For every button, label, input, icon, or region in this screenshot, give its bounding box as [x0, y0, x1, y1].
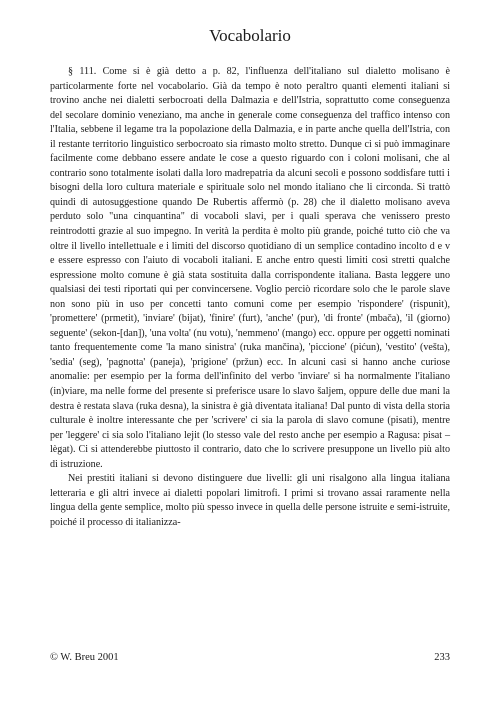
- body-text: [50, 65, 450, 531]
- page-title: Vocabolario: [209, 26, 291, 45]
- paragraph: Nei prestiti italiani si devono distinguere due livelli: gli uni risalgono alla lingua italiana letteraria e gli altri invece ai dialetti popolari limitrofi. I primi si trovano assai raramente nella lingua della gente semplice, molto più spesso invece in quella delle persone istruite e semi-istruite, poiché il processo di italianizza-: [50, 473, 450, 528]
- copyright-notice: © W. Breu 2001: [50, 652, 119, 663]
- paragraph: § 111. Come si è già detto a p. 82, l'influenza dell'italiano sul dialetto molisano è particolarmente forte nel vocabolario. Già da tempo è noto peraltro quanti elementi italiani si trovino anche nei dialetti serbocroati della Dalmazia e dell'Istria, soprattutto come conseguenza del secolare dominio veneziano, ma anche in generale come conseguenza del traffico intenso con l'Italia, sebbene il legame tra la popolazione della Dalmazia, e in parte anche quella dell'Istria, con il restante territorio linguistico serbocroato sia rimasto molto stretto. Dunque ci si può immaginare facilmente come debbano essere andate le cose a questo riguardo con i coloni molisani, che al contrario sono totalmente isolati dalla loro madrepatria da alcuni secoli e possono soddisfare tutti i bisogni della loro cultura materiale e spirituale solo nel mondo italiano che li circonda. Si trattò quindi di autosuggestione quando De Rubertis affermò (p. 28) che il dialetto molisano aveva perduto solo "una cinquantina" di vocaboli slavi, per i quali sperava che venissero presto reintrodotti grazie al suo impegno. In verità la perdita è molto più grande, poiché tutto ciò che va oltre il livello intellettuale e i limiti del discorso quotidiano di un semplice contadino incolto d e v e essere espresso con l'aiuto di vocaboli italiani. E anche entro questi limiti così stretti qualche espressione molto comune è già stata sostituita dalla corrispondente italiana. Basta leggere uno qualsiasi dei testi riportati qui per convincersene. Voglio perciò ricordare solo che le parole slave non sono più in uso per concetti tanto comuni come per esempio 'rispondere' (rispunit), 'promettere' (prmetit), 'inviare' (bijat), 'finire' (furt), 'anche' (pur), 'di fronte' (mbača), 'il (giorno) seguente' (sekon-[dan]), 'una volta' (nu votu), 'nemmeno' (mango) ecc. oppure per oggetti nominati tanto frequentemente come 'la mano sinistra' (ruka mančina), 'piccione' (pićun), 'vestito' (vešta), 'sedia' (seg), 'pagnotta' (paneja), 'prigione' (pržun) ecc. In alcuni casi si hanno anche curiose anomalie: per esempio per la forma dell'infinito del verbo 'inviare' si ha normalmente l'italiano (in)viare, ma nelle forme del presente si preferisce usare lo slavo šaljem, oppure delle due mani la destra è restata slava (ruka desna), la sinistra è già diventata italiana! Dal punto di vista della storia culturale è inoltre interessante che per 'scrivere' ci sia la parola di slavo comune (pisati), mentre per 'leggere' ci sia solo l'italiano lejit (lo stesso vale del resto anche per esempio a Ragusa: pisat – lègat). Ci si attenderebbe piuttosto il contrario, dato che lo scrivere presuppone un livello più alto di istruzione.: [50, 66, 450, 470]
- page-number: 233: [434, 652, 450, 663]
